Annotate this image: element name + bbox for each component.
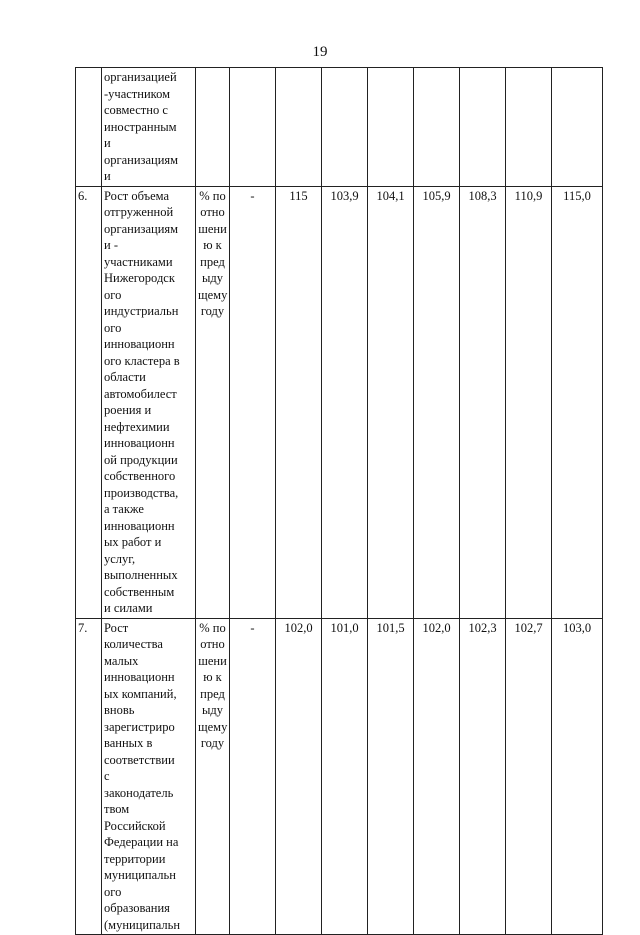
name-line: соответствии: [104, 752, 175, 767]
name-line: инновационн: [104, 518, 175, 533]
value-cell: 102,3: [460, 618, 506, 935]
unit-line: % по: [199, 620, 226, 635]
name-line: собственного: [104, 469, 176, 483]
name-line: нефтехимии: [104, 419, 170, 434]
name-line: твом: [104, 802, 130, 816]
name-line: муниципальн: [104, 868, 176, 882]
indicator-name: [102, 186, 196, 618]
name-line: услуг,: [104, 551, 136, 566]
name-line: организацией: [104, 70, 177, 84]
name-line: с: [104, 769, 110, 783]
unit-line: пред: [200, 686, 225, 701]
row-number: [76, 68, 102, 187]
unit-line: шени: [198, 221, 227, 236]
unit-line: % по: [199, 188, 226, 203]
name-line: Федерации на: [104, 835, 179, 849]
value-cell: 102,7: [506, 618, 552, 935]
name-line: инновационн: [104, 337, 175, 351]
name-line: роения и: [104, 403, 152, 417]
name-line: иностранным: [104, 119, 177, 134]
name-line: и -: [104, 238, 118, 252]
value-cell: -: [230, 618, 276, 935]
name-line: количества: [104, 637, 163, 651]
unit-line: шени: [198, 653, 227, 668]
unit-line: ыду: [201, 271, 223, 285]
name-line: вновь: [104, 703, 135, 717]
name-line: инновационн: [104, 670, 175, 684]
value-cell: -: [230, 186, 276, 618]
name-line: ого кластера в: [104, 353, 180, 368]
name-line: зарегистриро: [104, 719, 175, 734]
name-line: отгруженной: [104, 205, 174, 219]
value-cell: [322, 68, 368, 187]
name-line: ванных в: [104, 736, 153, 750]
name-line: Рост: [104, 620, 129, 635]
value-cell: 104,1: [368, 186, 414, 618]
table-row: [76, 186, 603, 618]
unit-line: пред: [200, 254, 225, 269]
unit-line: году: [200, 736, 225, 750]
value-cell: 108,3: [460, 186, 506, 618]
unit-line: отно: [200, 637, 225, 651]
name-line: Российской: [104, 818, 166, 833]
name-line: образования: [104, 901, 170, 915]
name-line: производства,: [104, 485, 179, 500]
name-line: инновационн: [104, 436, 175, 450]
name-line: территории: [104, 851, 166, 866]
value-cell: 102,0: [276, 618, 322, 935]
value-cell: [230, 68, 276, 187]
name-line: собственным: [104, 584, 175, 599]
unit-cell: [196, 618, 230, 935]
value-cell: 101,0: [322, 618, 368, 935]
name-line: и: [104, 136, 111, 150]
name-line: Нижегородск: [104, 271, 175, 285]
value-cell: [552, 68, 603, 187]
table-row: [76, 68, 603, 187]
indicator-name: [102, 68, 196, 187]
name-line: и: [104, 169, 111, 183]
page-number: 19: [312, 44, 328, 60]
value-cell: 102,0: [414, 618, 460, 935]
name-line: ой продукции: [104, 452, 178, 467]
name-line: автомобилест: [104, 386, 177, 401]
unit-cell: [196, 186, 230, 618]
value-cell: [414, 68, 460, 187]
value-cell: [460, 68, 506, 187]
unit-line: щему: [198, 287, 228, 302]
unit-line: ю к: [203, 238, 222, 252]
name-line: участниками: [104, 254, 173, 269]
unit-cell: [196, 68, 230, 187]
unit-line: году: [200, 304, 225, 318]
name-line: -участником: [104, 86, 170, 101]
indicator-name: [102, 618, 196, 935]
value-cell: 110,9: [506, 186, 552, 618]
value-cell: 105,9: [414, 186, 460, 618]
unit-line: ю к: [203, 670, 222, 684]
name-line: ых работ и: [104, 535, 162, 549]
indicators-table: [75, 67, 603, 935]
unit-line: щему: [198, 719, 228, 734]
name-line: малых: [104, 653, 139, 668]
name-line: области: [104, 370, 146, 384]
value-cell: [506, 68, 552, 187]
unit-line: отно: [200, 205, 225, 219]
name-line: совместно с: [104, 103, 168, 117]
name-line: организациям: [104, 152, 179, 167]
value-cell: 101,5: [368, 618, 414, 935]
name-line: организациям: [104, 221, 179, 236]
name-line: (муниципальн: [104, 917, 181, 932]
name-line: ого: [104, 884, 122, 899]
name-line: законодатель: [104, 785, 174, 800]
name-line: индустриальн: [104, 304, 179, 318]
name-line: а также: [104, 502, 144, 516]
row-number: 6.: [76, 186, 102, 618]
value-cell: 115: [276, 186, 322, 618]
name-line: выполненных: [104, 568, 178, 582]
name-line: Рост объема: [104, 188, 170, 203]
value-cell: [276, 68, 322, 187]
name-line: ого: [104, 287, 122, 302]
row-number: 7.: [76, 618, 102, 935]
name-line: и силами: [104, 601, 153, 615]
unit-line: ыду: [201, 703, 223, 717]
table-row: [76, 618, 603, 935]
value-cell: 115,0: [552, 186, 603, 618]
value-cell: 103,9: [322, 186, 368, 618]
name-line: ого: [104, 320, 122, 335]
value-cell: [368, 68, 414, 187]
name-line: ых компаний,: [104, 686, 177, 701]
value-cell: 103,0: [552, 618, 603, 935]
